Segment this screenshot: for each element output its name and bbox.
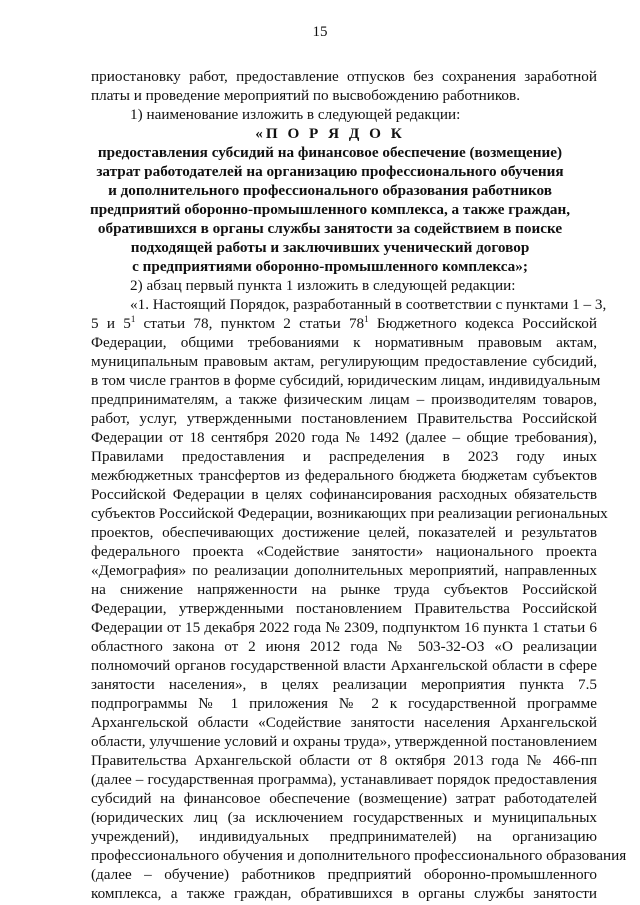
item-2: 2) абзац первый пункта 1 изложить в следующей редакции: [130, 277, 516, 294]
paragraph-line: Федерации от 18 сентября 2020 года № 1492 (далее – общие требования), [91, 429, 597, 446]
paragraph-line: субъектов Российской Федерации, возникающих при реализации региональных [91, 505, 608, 522]
paragraph-line: областного закона от 2 июня 2012 года № 503-32-ОЗ «О реализации [91, 638, 597, 655]
order-subtitle-line: затрат работодателей на организацию профессионального обучения [96, 163, 564, 180]
paragraph-line: занятости населения», в целях реализации мероприятия пункта 7.5 [91, 676, 597, 693]
order-subtitle-line: обратившихся в органы службы занятости за содействием в поиске [97, 220, 563, 237]
order-subtitle-line: с предприятиями оборонно-промышленного комплекса»; [132, 258, 528, 275]
paragraph-line: федерального проекта «Содействие занятости» национального проекта [91, 543, 597, 560]
text-segment: статьи 78, пунктом 2 статьи 78 [135, 315, 365, 332]
paragraph-line: полномочий органов государственной власти Архангельской области в сфере [91, 657, 597, 674]
paragraph-line: профессионального обучения и дополнительного профессионального образования [91, 847, 627, 864]
paragraph-line: муниципальным правовым актам, регулирующим предоставление субсидий, [91, 353, 597, 370]
paragraph-line: Архангельской области «Содействие занятости населения Архангельской [91, 714, 597, 731]
paragraph-line: учреждений), индивидуальных предпринимателей) на организацию [91, 828, 597, 845]
paragraph-line: (далее – обучение) работников предприятий оборонно-промышленного [91, 866, 597, 883]
paragraph-line: проектов, обеспечивающих достижение целей, показателей и результатов [91, 524, 597, 541]
intro-line: приостановку работ, предоставление отпусков без сохранения заработной [91, 68, 597, 85]
text-segment: Бюджетного кодекса Российской [368, 315, 597, 332]
superscript: 1 [130, 314, 136, 324]
paragraph-line: Российской Федерации в целях софинансирования расходных обязательств [91, 486, 597, 503]
paragraph-line: Федерации от 15 декабря 2022 года № 2309, подпунктом 16 пункта 1 статьи 6 [91, 619, 597, 636]
paragraph-line: Федерации, общими требованиями к нормативным правовым актам, [91, 334, 597, 351]
paragraph-line: «1. Настоящий Порядок, разработанный в соответствии с пунктами 1 – 3, [130, 296, 607, 313]
paragraph-line: работ, услуг, утвержденными постановлением Правительства Российской [91, 410, 597, 427]
paragraph-line: (далее – государственная программа), устанавливает порядок предоставления [91, 771, 597, 788]
paragraph-line: на снижение напряженности на рынке труда субъектов Российской [91, 581, 597, 598]
paragraph-line: Правительства Архангельской области от 8 октября 2013 года № 466-пп [91, 752, 597, 769]
superscript: 1 [364, 314, 369, 324]
paragraph-line: субсидий на финансовое обеспечение (возмещение) затрат работодателей [91, 790, 597, 807]
text-segment: 5 и 5 [91, 315, 131, 332]
paragraph-line: (юридических лиц (за исключением государственных и муниципальных [91, 809, 597, 826]
order-subtitle-line: и дополнительного профессионального образования работников [108, 182, 552, 199]
paragraph-line: предпринимателям, а также физическим лицам – производителям товаров, [91, 391, 597, 408]
order-subtitle-line: предоставления субсидий на финансовое обеспечение (возмещение) [97, 144, 563, 161]
paragraph-line: межбюджетных трансфертов из федерального бюджета бюджетам субъектов [91, 467, 597, 484]
paragraph-line: Федерации, утвержденными постановлением Правительства Российской [91, 600, 597, 617]
intro-line: платы и проведение мероприятий по высвобождению работников. [91, 87, 520, 104]
paragraph-line: комплекса, а также граждан, обратившихся в органы службы занятости [91, 885, 597, 902]
paragraph-line: в том числе грантов в форме субсидий, юридическим лицам, индивидуальным [91, 372, 601, 389]
paragraph-line: области, улучшение условий и охраны труда», утвержденной постановлением [91, 733, 598, 750]
paragraph-line: Правилами предоставления и распределения в 2023 году иных [91, 448, 597, 465]
paragraph-line: «Демография» по реализации дополнительных мероприятий, направленных [91, 562, 597, 579]
order-subtitle-line: предприятий оборонно-промышленного комплекса, а также граждан, [89, 201, 571, 218]
paragraph-line [91, 314, 597, 333]
item-1: 1) наименование изложить в следующей редакции: [130, 106, 461, 123]
order-subtitle-line: подходящей работы и заключивших ученический договор [130, 239, 530, 256]
order-title: «П О Р Я Д О К [255, 125, 405, 142]
paragraph-line: подпрограммы № 1 приложения № 2 к государственной программе [91, 695, 597, 712]
page-number: 15 [312, 24, 328, 40]
